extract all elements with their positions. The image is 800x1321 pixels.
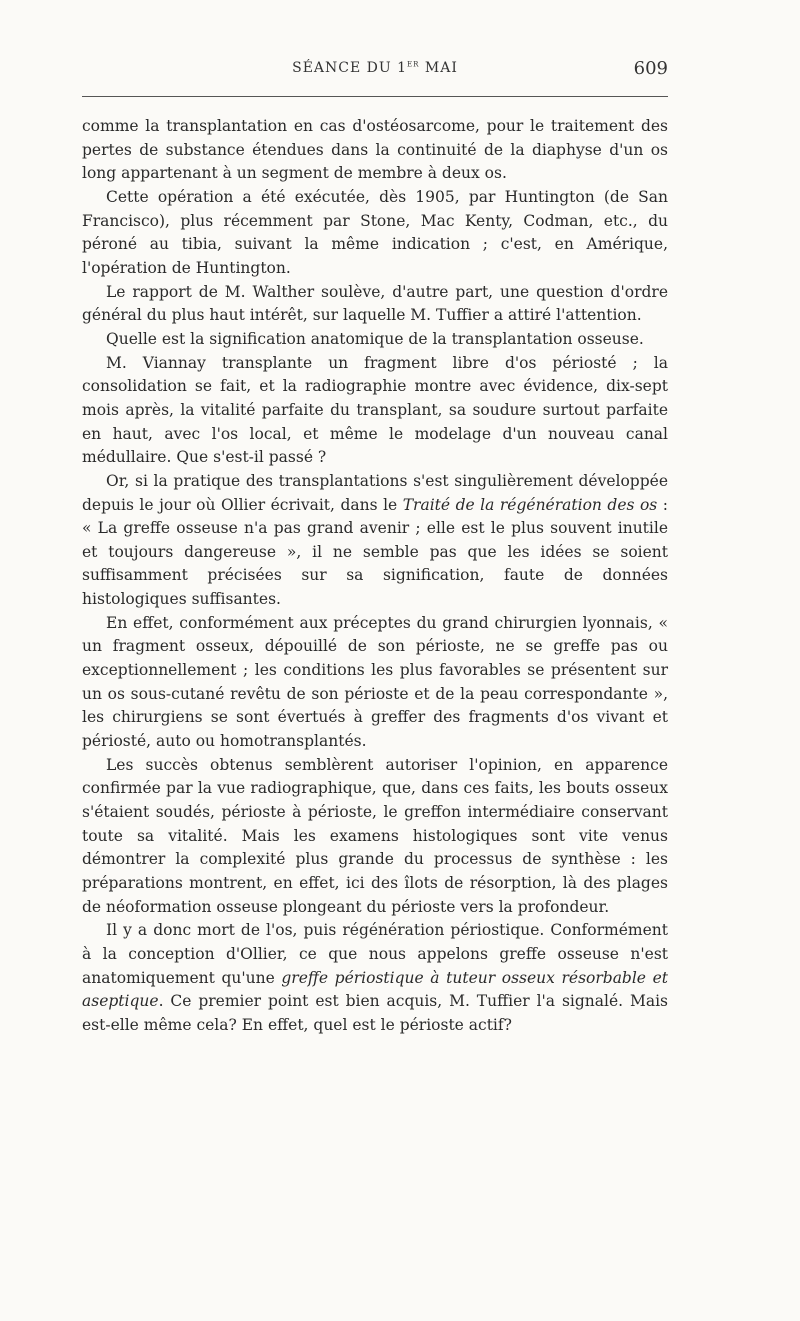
paragraph-ollier-text-b: : « La greffe osseuse n'a pas grand avenir ; elle est le plus souvent inutile et toujours dangereuse », il ne semble pas que les idées se soient suffisamment précisées sur sa signification, faute de données histologiques suffisantes. [82, 495, 668, 609]
definition-italic: greffe périostique à tuteur osseux résorbable et aseptique [82, 968, 668, 1011]
paragraph-conclusion [82, 919, 668, 1037]
paragraph-conclusion-text-a: Il y a donc mort de l'os, puis régénération périostique. Conformément à la conception d'Ollier, ce que nous appelons greffe osseuse n'est anatomiquement qu'une [82, 921, 668, 987]
running-title-prefix: SÉANCE DU 1 [292, 60, 408, 76]
paragraph-ollier-text-a: Or, si la pratique des transplantations s'est singulièrement développée depuis le jour où Ollier écrivait, dans le [82, 471, 668, 514]
page-header [82, 58, 668, 82]
paragraph-ollier-quote [82, 470, 668, 612]
running-title-suffix: MAI [419, 60, 458, 76]
book-title-italic: Traité de la régénération des os [402, 495, 658, 514]
paragraph-continuation: comme la transplantation en cas d'ostéosarcome, pour le traitement des pertes de substance étendues dans la continuité de la diaphyse d'un os long appartenant à un segment de membre à deux os. [82, 117, 668, 183]
paragraph-conclusion-text-b: . Ce premier point est bien acquis, M. Tuffier l'a signalé. Mais est-elle même cela? En effet, quel est le périoste actif? [82, 992, 668, 1034]
header-rule [82, 96, 668, 97]
page-body [82, 115, 668, 1038]
paragraph-walther-report: Le rapport de M. Walther soulève, d'autre part, une question d'ordre général du plus haut intérêt, sur laquelle M. Tuffier a attiré l'attention. [82, 282, 668, 325]
running-title-superscript: er [407, 58, 420, 70]
page-number: 609 [633, 58, 668, 79]
paragraph-question: Quelle est la signification anatomique de la transplantation osseuse. [106, 329, 644, 348]
paragraph-histology: Les succès obtenus semblèrent autoriser l'opinion, en apparence confirmée par la vue radiographique, que, dans ces faits, les bouts osseux s'étaient soudés, périoste à périoste, le greffon intermédiaire conservant toute sa vitalité. Mais les examens histologiques sont vite venus démontrer la complexité plus grande du processus de synthèse : les préparations montrent, en effet, ici des îlots de résorption, là des plages de néoformation osseuse plongeant du périoste vers la profondeur. [82, 755, 668, 916]
running-title [82, 60, 668, 76]
paragraph-huntington: Cette opération a été exécutée, dès 1905, par Huntington (de San Francisco), plus récemment par Stone, Mac Kenty, Codman, etc., du péroné au tibia, suivant la même indication ; c'est, en Amérique, l'opération de Huntington. [82, 187, 668, 277]
paragraph-viannay: M. Viannay transplante un fragment libre d'os périosté ; la consolidation se fait, et la radiographie montre avec évidence, dix-sept mois après, la vitalité parfaite du transplant, sa soudure surtout parfaite en haut, avec l'os local, et même le modelage d'un nouveau canal médullaire. Que s'est-il passé ? [82, 353, 668, 467]
paragraph-lyon-surgeon: En effet, conformément aux préceptes du grand chirurgien lyonnais, « un fragment osseux, dépouillé de son périoste, ne se greffe pas ou exceptionnellement ; les conditions les plus favorables se présentent sur un os sous-cutané revêtu de son périoste et de la peau correspondante », les chirurgiens se sont évertués à greffer des fragments d'os vivant et périosté, auto ou homotransplantés. [82, 613, 668, 751]
